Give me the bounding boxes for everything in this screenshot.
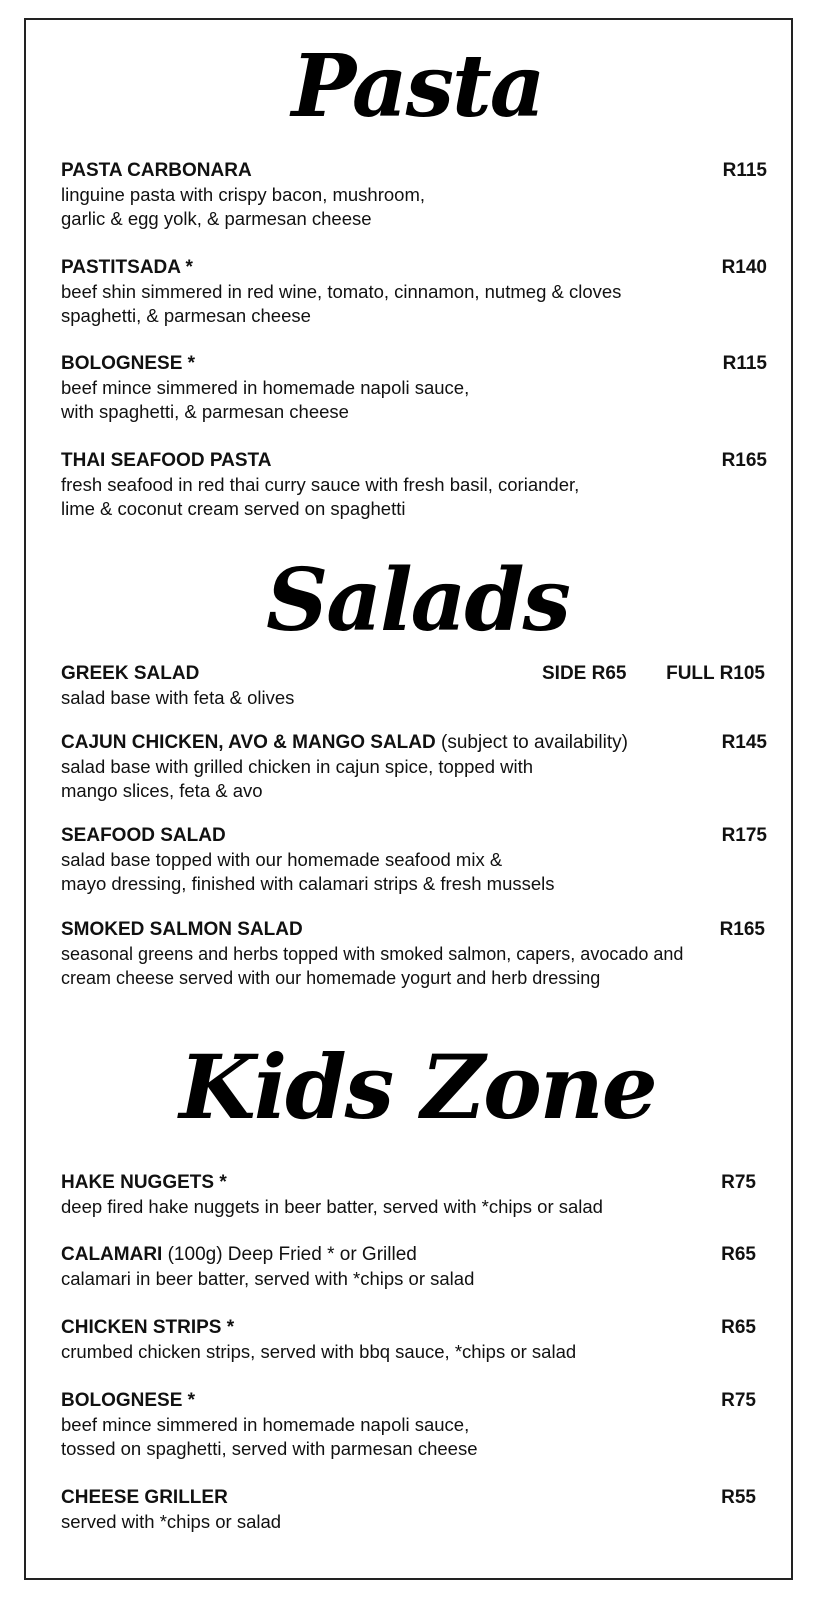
- item-name: SMOKED SALMON SALAD: [61, 919, 303, 940]
- item-price: R175: [721, 825, 767, 846]
- kids-zone-heading: Kids Zone: [179, 1035, 656, 1139]
- menu-item: [61, 1171, 771, 1219]
- menu-item: [61, 824, 771, 896]
- item-description: fresh seafood in red thai curry sauce with fresh basil, coriander, lime & coconut cream served on spaghetti: [61, 474, 580, 519]
- item-description: salad base topped with our homemade seafood mix & mayo dressing, finished with calamari strips & fresh mussels: [61, 849, 555, 894]
- item-note: (100g) Deep Fried * or Grilled: [162, 1244, 417, 1265]
- item-name: CHICKEN STRIPS *: [61, 1317, 235, 1338]
- menu-item: [61, 449, 771, 521]
- item-price: R115: [722, 353, 767, 374]
- item-name-text: CAJUN CHICKEN, AVO & MANGO SALAD: [61, 732, 436, 753]
- item-name: GREEK SALAD: [61, 663, 200, 684]
- item-price: R140: [721, 257, 767, 278]
- item-name: BOLOGNESE *: [61, 353, 196, 374]
- item-name: CHEESE GRILLER: [61, 1487, 228, 1508]
- item-price: R165: [721, 450, 767, 471]
- menu-item: [61, 662, 771, 710]
- item-price: R145: [721, 732, 767, 753]
- item-name-text: CALAMARI: [61, 1244, 163, 1265]
- item-name: BOLOGNESE *: [61, 1390, 196, 1411]
- item-description: beef mince simmered in homemade napoli sauce, tossed on spaghetti, served with parmesan cheese: [61, 1414, 478, 1459]
- item-description: linguine pasta with crispy bacon, mushroom, garlic & egg yolk, & parmesan cheese: [61, 184, 426, 229]
- item-note: (subject to availability): [435, 732, 628, 753]
- pasta-heading: Pasta: [291, 36, 544, 137]
- item-description: crumbed chicken strips, served with bbq sauce, *chips or salad: [61, 1341, 577, 1362]
- menu-item: [61, 1243, 771, 1291]
- item-name: SEAFOOD SALAD: [61, 825, 226, 846]
- menu-item: [61, 1389, 771, 1461]
- item-price: R75: [721, 1390, 756, 1411]
- item-description: seasonal greens and herbs topped with smoked salmon, capers, avocado and cream cheese served with our homemade yogurt and herb dressing: [61, 944, 684, 988]
- item-description: salad base with feta & olives: [61, 687, 295, 708]
- item-side-price: SIDE R65: [542, 663, 627, 684]
- menu-item: [61, 256, 771, 328]
- menu-item: [61, 1486, 771, 1534]
- item-description: deep fired hake nuggets in beer batter, served with *chips or salad: [61, 1196, 603, 1217]
- item-name: PASTITSADA *: [61, 257, 193, 278]
- menu-item: [61, 918, 801, 990]
- item-name: HAKE NUGGETS *: [61, 1172, 227, 1193]
- item-description: served with *chips or salad: [61, 1511, 282, 1532]
- item-price: R55: [721, 1487, 756, 1508]
- item-price: R65: [721, 1244, 756, 1265]
- menu-item: [61, 731, 771, 803]
- item-name: THAI SEAFOOD PASTA: [61, 450, 272, 471]
- item-price: R165: [719, 919, 765, 940]
- item-description: calamari in beer batter, served with *chips or salad: [61, 1268, 475, 1289]
- item-name: [61, 1243, 771, 1267]
- item-name: [61, 731, 771, 755]
- item-description: beef mince simmered in homemade napoli sauce, with spaghetti, & parmesan cheese: [61, 377, 470, 422]
- item-price: FULL R105: [666, 663, 765, 684]
- item-name: PASTA CARBONARA: [61, 160, 252, 181]
- item-price: R75: [721, 1172, 756, 1193]
- menu-item: [61, 1316, 771, 1364]
- salads-heading: Salads: [266, 550, 569, 651]
- item-description: beef shin simmered in red wine, tomato, cinnamon, nutmeg & cloves spaghetti, & parmesan cheese: [61, 281, 622, 326]
- item-description: salad base with grilled chicken in cajun spice, topped with mango slices, feta & avo: [61, 756, 534, 801]
- item-price: R65: [721, 1317, 756, 1338]
- item-price: R115: [722, 160, 767, 181]
- menu-item: [61, 159, 771, 231]
- menu-item: [61, 352, 771, 424]
